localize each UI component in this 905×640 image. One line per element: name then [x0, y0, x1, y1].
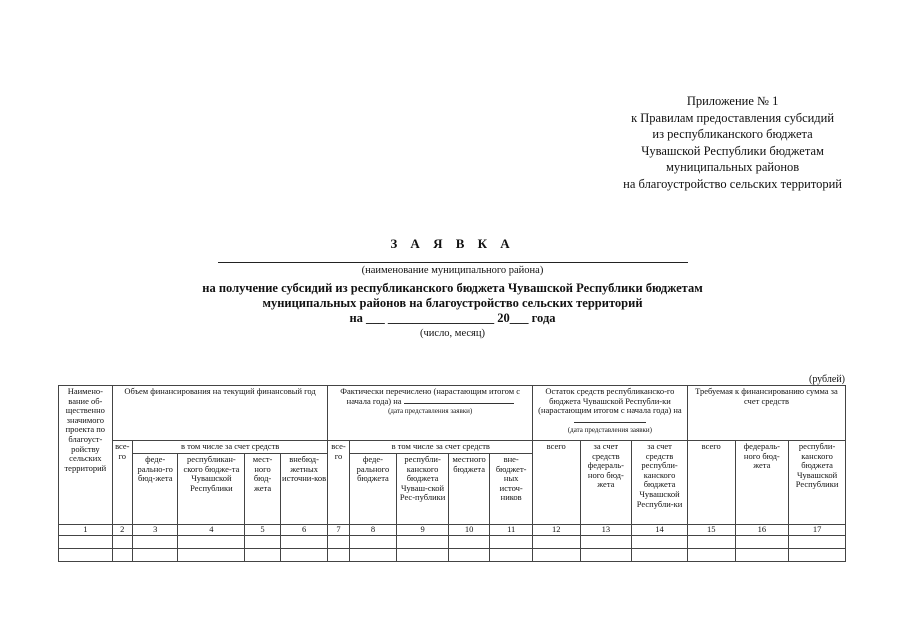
- funding-volume-header: Объем финансирования на текущий финансовый год: [112, 386, 328, 441]
- column-number: 13: [580, 525, 632, 536]
- appendix-line: Чувашской Республики бюджетам: [641, 143, 824, 158]
- federal-transferred-header: феде-рального бюджета: [349, 454, 397, 525]
- column-number: 12: [532, 525, 580, 536]
- republic-header: республикан-ского бюдже-та Чувашской Республики: [178, 454, 245, 525]
- local-header: мест-ного бюд-жета: [245, 454, 280, 525]
- balance-header-text: Остаток средств республиканско-го бюджета Чувашской Республи-ки (нарастающим итогом с начала года) на: [538, 386, 682, 416]
- extra-transferred-header: вне-бюджет-ных источ-ников: [490, 454, 533, 525]
- column-number-row: [59, 525, 846, 536]
- municipality-fill-line: [218, 262, 688, 263]
- project-name-header: Наимено-вание об-щественно значимого проекта по благоуст-ройству сельских территорий: [59, 386, 113, 525]
- column-number: 6: [280, 525, 328, 536]
- balance-date-hint: (дата представления заявки): [567, 426, 652, 435]
- table-row: [59, 536, 846, 549]
- federal-required-header: федераль-ного бюд-жета: [735, 441, 789, 525]
- column-number: 8: [349, 525, 397, 536]
- header-row-1: [59, 386, 846, 441]
- appendix-line: к Правилам предоставления субсидий: [631, 110, 835, 125]
- extra-header: внебюд-жетных источни-ков: [280, 454, 328, 525]
- federal-balance-header: за счет средств федераль-ного бюд-жета: [580, 441, 632, 525]
- column-number: 1: [59, 525, 113, 536]
- appendix-line: на благоустройство сельских территорий: [623, 176, 842, 191]
- local-transferred-header: местного бюджета: [448, 454, 490, 525]
- total-header: все-го: [328, 441, 349, 525]
- column-number: 17: [789, 525, 846, 536]
- column-number: 9: [397, 525, 449, 536]
- appendix-line: из республиканского бюджета: [652, 127, 813, 141]
- column-number: 16: [735, 525, 789, 536]
- column-number: 2: [112, 525, 132, 536]
- column-number: 10: [448, 525, 490, 536]
- document-subtitle: [0, 281, 905, 326]
- column-number: 4: [178, 525, 245, 536]
- appendix-line: муниципальных районов: [665, 160, 800, 174]
- column-number: 14: [632, 525, 688, 536]
- federal-header: феде-рально-го бюд-жета: [132, 454, 178, 525]
- total-header: все-го: [112, 441, 132, 525]
- total-header: всего: [687, 441, 735, 525]
- units-label: (рублей): [808, 374, 845, 385]
- subtitle-line: муниципальных районов на благоустройство сельских территорий: [262, 296, 643, 310]
- transferred-header: [328, 386, 533, 441]
- date-hint: (число, месяц): [420, 328, 485, 339]
- incl-header: в том числе за счет средств: [349, 441, 532, 454]
- republic-transferred-header: республи-канского бюджета Чуваш-ской Рес-публики: [397, 454, 449, 525]
- application-table: [58, 385, 846, 562]
- incl-header: в том числе за счет средств: [132, 441, 327, 454]
- total-header: всего: [532, 441, 580, 525]
- balance-header: [532, 386, 687, 441]
- table-row: [59, 549, 846, 562]
- document-title: З А Я В К А: [390, 236, 515, 251]
- appendix-line: Приложение № 1: [686, 94, 779, 108]
- required-amount-header: Требуемая к финансированию сумма за счет средств: [687, 386, 845, 441]
- transferred-date-hint: (дата представления заявки): [388, 407, 473, 416]
- municipality-hint: (наименование муниципального района): [361, 265, 544, 276]
- column-number: 5: [245, 525, 280, 536]
- transferred-header-text: Фактически перечислено (нарастающим итогом с начала года) на: [340, 386, 521, 406]
- subtitle-line: на получение субсидий из республиканского бюджета Чувашской Республики бюджетам: [202, 281, 703, 295]
- column-number: 15: [687, 525, 735, 536]
- republic-required-header: республи-канского бюджета Чувашской Республики: [789, 441, 846, 525]
- subtitle-line: на ___ _________________ 20___ года: [349, 311, 556, 325]
- header-row-2: [59, 441, 846, 454]
- column-number: 11: [490, 525, 533, 536]
- appendix-block: [623, 93, 842, 192]
- column-number: 7: [328, 525, 349, 536]
- column-number: 3: [132, 525, 178, 536]
- republic-balance-header: за счет средств республи-канского бюджета Чувашской Республи-ки: [632, 441, 688, 525]
